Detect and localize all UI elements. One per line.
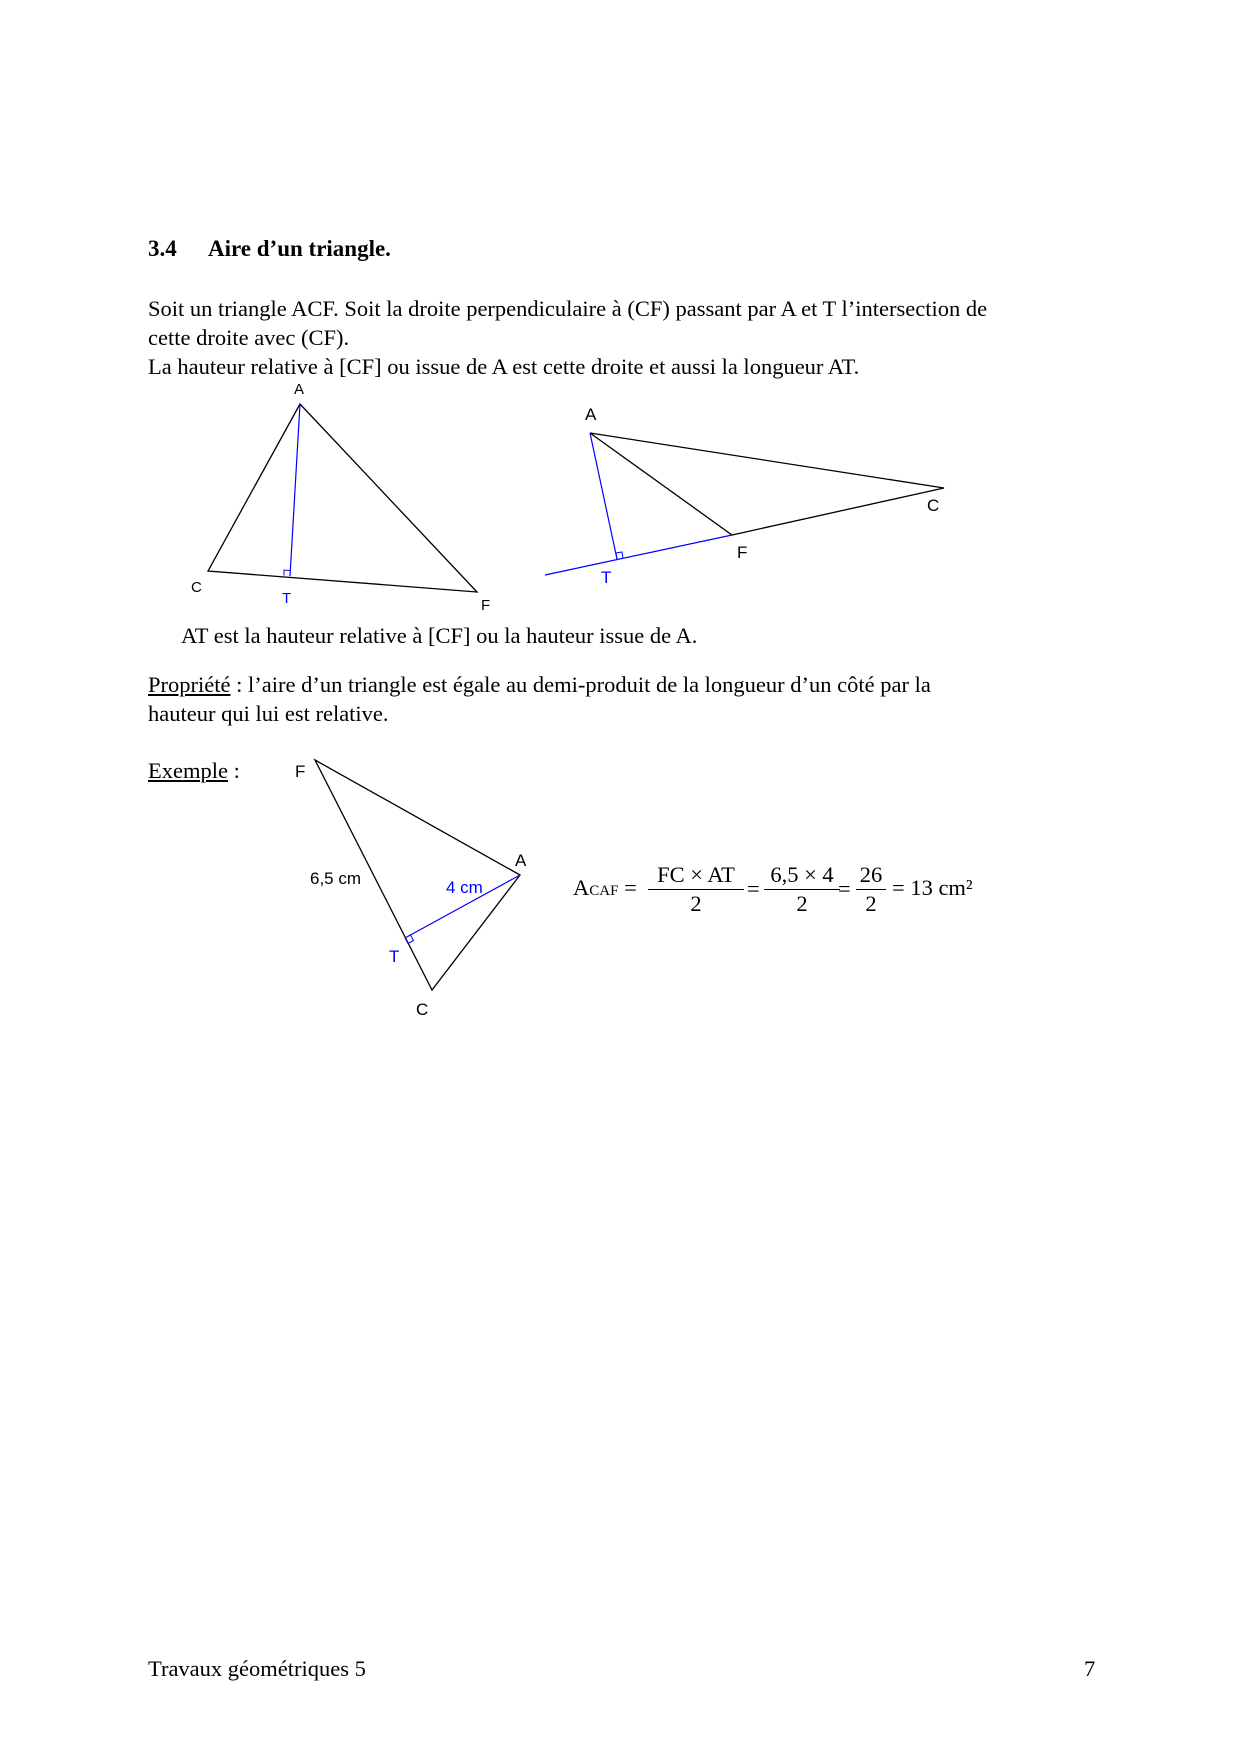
height-at (290, 404, 300, 576)
figure-2-triangle (545, 405, 944, 587)
label-t: T (282, 590, 292, 607)
property-label: Propriété (148, 672, 231, 697)
right-angle-mark (284, 570, 290, 576)
fraction-3-numerator: 26 (859, 862, 883, 887)
section-number: 3.4 (148, 236, 177, 261)
formula-area-symbol: A (573, 875, 590, 900)
formula-lhs (573, 875, 637, 901)
property-text-1: : l’aire d’un triangle est égale au demi-produit de la longueur d’un côté par la (230, 672, 931, 697)
label-t: T (601, 568, 612, 587)
example-figure (295, 760, 527, 1019)
intro-line-2: cette droite avec (CF). (148, 325, 350, 350)
side-length-label: 6,5 cm (310, 869, 362, 888)
height-length-label: 4 cm (446, 878, 483, 897)
intro-line-3: La hauteur relative à [CF] ou issue de A est cette droite et aussi la longueur AT. (148, 354, 860, 379)
triangle-acf (208, 404, 477, 592)
label-t: T (389, 947, 400, 966)
section-title: Aire d’un triangle. (208, 236, 391, 261)
property-line-1 (148, 670, 931, 699)
label-f: F (737, 543, 748, 562)
extended-cf-line (545, 535, 732, 575)
height-at (590, 433, 617, 559)
example-heading (148, 756, 240, 785)
label-a: A (294, 381, 305, 398)
formula-result: = 13 cm² (892, 875, 973, 900)
fraction-1-denominator: 2 (690, 891, 702, 916)
triangle-acf-obtuse (590, 433, 944, 535)
formula-equals-3: = (838, 876, 851, 901)
figure-caption: AT est la hauteur relative à [CF] ou la hauteur issue de A. (181, 623, 698, 648)
label-f: F (295, 762, 306, 781)
fraction-3-denominator: 2 (865, 891, 877, 916)
fraction-2-denominator: 2 (796, 891, 808, 916)
fraction-2 (764, 862, 840, 917)
label-f: F (481, 597, 491, 614)
fraction-2-numerator: 6,5 × 4 (770, 862, 834, 887)
fraction-3 (856, 862, 886, 917)
formula-subscript: CAF (589, 883, 619, 899)
fraction-1 (648, 862, 744, 917)
label-c: C (416, 1000, 429, 1019)
example-label: Exemple (148, 758, 228, 783)
page-number: 7 (1084, 1656, 1096, 1681)
figure-1-triangle (191, 381, 490, 614)
intro-line-1: Soit un triangle ACF. Soit la droite perpendiculaire à (CF) passant par A et T l’intersection de (148, 296, 988, 321)
fraction-1-numerator: FC × AT (657, 862, 735, 887)
formula-equals-2: = (747, 876, 760, 901)
formula-equals-1: = (624, 875, 637, 900)
label-c: C (927, 496, 940, 515)
label-c: C (191, 579, 202, 596)
example-label-suffix: : (227, 758, 240, 783)
property-line-2: hauteur qui lui est relative. (148, 701, 389, 726)
footer-title: Travaux géométriques 5 (148, 1656, 366, 1681)
label-a: A (515, 851, 527, 870)
label-a: A (585, 405, 597, 424)
